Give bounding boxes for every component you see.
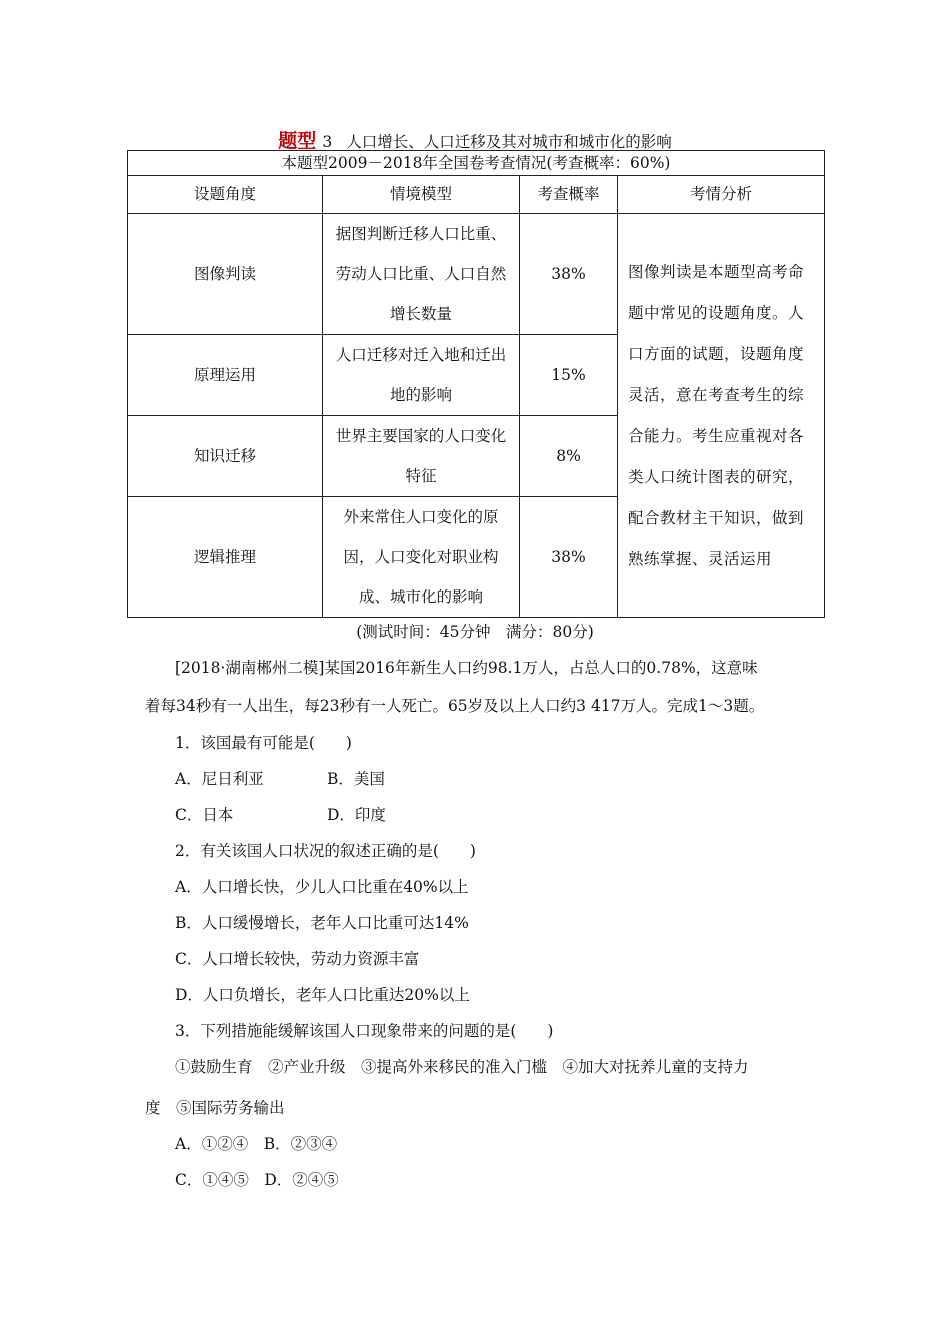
passage-line: [2018·湖南郴州二模]某国2016年新生人口约98.1万人，占总人口的0.78%，这意味 — [175, 659, 758, 677]
option: D．印度 — [327, 806, 386, 824]
test-time-note: (测试时间：45分钟 满分：80分) — [356, 623, 594, 641]
option: C．日本 — [175, 806, 234, 824]
section-title — [0, 126, 950, 153]
measure-list: 度 ⑤国际劳务输出 — [145, 1099, 285, 1117]
title-number: 3 — [322, 133, 333, 151]
title-text: 人口增长、人口迁移及其对城市和城市化的影响 — [346, 133, 672, 151]
column-header: 情境模型 — [323, 176, 520, 214]
column-header: 设题角度 — [128, 176, 323, 214]
question-stem: 3．下列措施能缓解该国人口现象带来的问题的是( ) — [175, 1022, 554, 1040]
title-prefix: 题型 — [278, 130, 317, 152]
option: C．人口增长较快，劳动力资源丰富 — [175, 950, 420, 968]
option: B．美国 — [327, 770, 385, 788]
option: A．人口增长快，少儿人口比重在40%以上 — [175, 878, 469, 896]
analysis-cell: 图像判读是本题型高考命题中常见的设题角度。人口方面的试题，设题角度灵活，意在考查考生的综合能力。考生应重视对各类人口统计图表的研究，配合教材主干知识，做到熟练掌握、灵活运用 — [618, 214, 825, 618]
option: D．人口负增长，老年人口比重达20%以上 — [175, 986, 470, 1004]
option: B．人口缓慢增长，老年人口比重可达14% — [175, 914, 469, 932]
angle-cell: 图像判读 — [128, 214, 323, 335]
measure-list: ①鼓励生育 ②产业升级 ③提高外来移民的准入门槛 ④加大对抚养儿童的支持力 — [175, 1058, 749, 1076]
angle-cell: 逻辑推理 — [128, 497, 323, 618]
probability-cell: 8% — [520, 416, 618, 497]
option: C．①④⑤ D．②④⑤ — [175, 1171, 339, 1189]
question-stem: 1．该国最有可能是( ) — [175, 734, 352, 752]
probability-cell: 38% — [520, 497, 618, 618]
model-cell: 据图判断迁移人口比重、劳动人口比重、人口自然增长数量 — [323, 214, 520, 335]
option: A．尼日利亚 — [175, 770, 264, 788]
column-header: 考情分析 — [618, 176, 825, 214]
passage-line: 着每34秒有一人出生，每23秒有一人死亡。65岁及以上人口约3 417万人。完成1～3题。 — [145, 697, 765, 715]
probability-cell: 38% — [520, 214, 618, 335]
probability-cell: 15% — [520, 335, 618, 416]
option: A．①②④ B．②③④ — [175, 1135, 338, 1153]
model-cell: 人口迁移对迁入地和迁出地的影响 — [323, 335, 520, 416]
angle-cell: 原理运用 — [128, 335, 323, 416]
angle-cell: 知识迁移 — [128, 416, 323, 497]
model-cell: 世界主要国家的人口变化特征 — [323, 416, 520, 497]
column-header: 考查概率 — [520, 176, 618, 214]
table-header: 本题型2009－2018年全国卷考查情况(考查概率：60%) — [128, 151, 825, 176]
question-stem: 2．有关该国人口状况的叙述正确的是( ) — [175, 842, 476, 860]
model-cell: 外来常住人口变化的原因，人口变化对职业构成、城市化的影响 — [323, 497, 520, 618]
exam-stats-table — [127, 150, 825, 618]
